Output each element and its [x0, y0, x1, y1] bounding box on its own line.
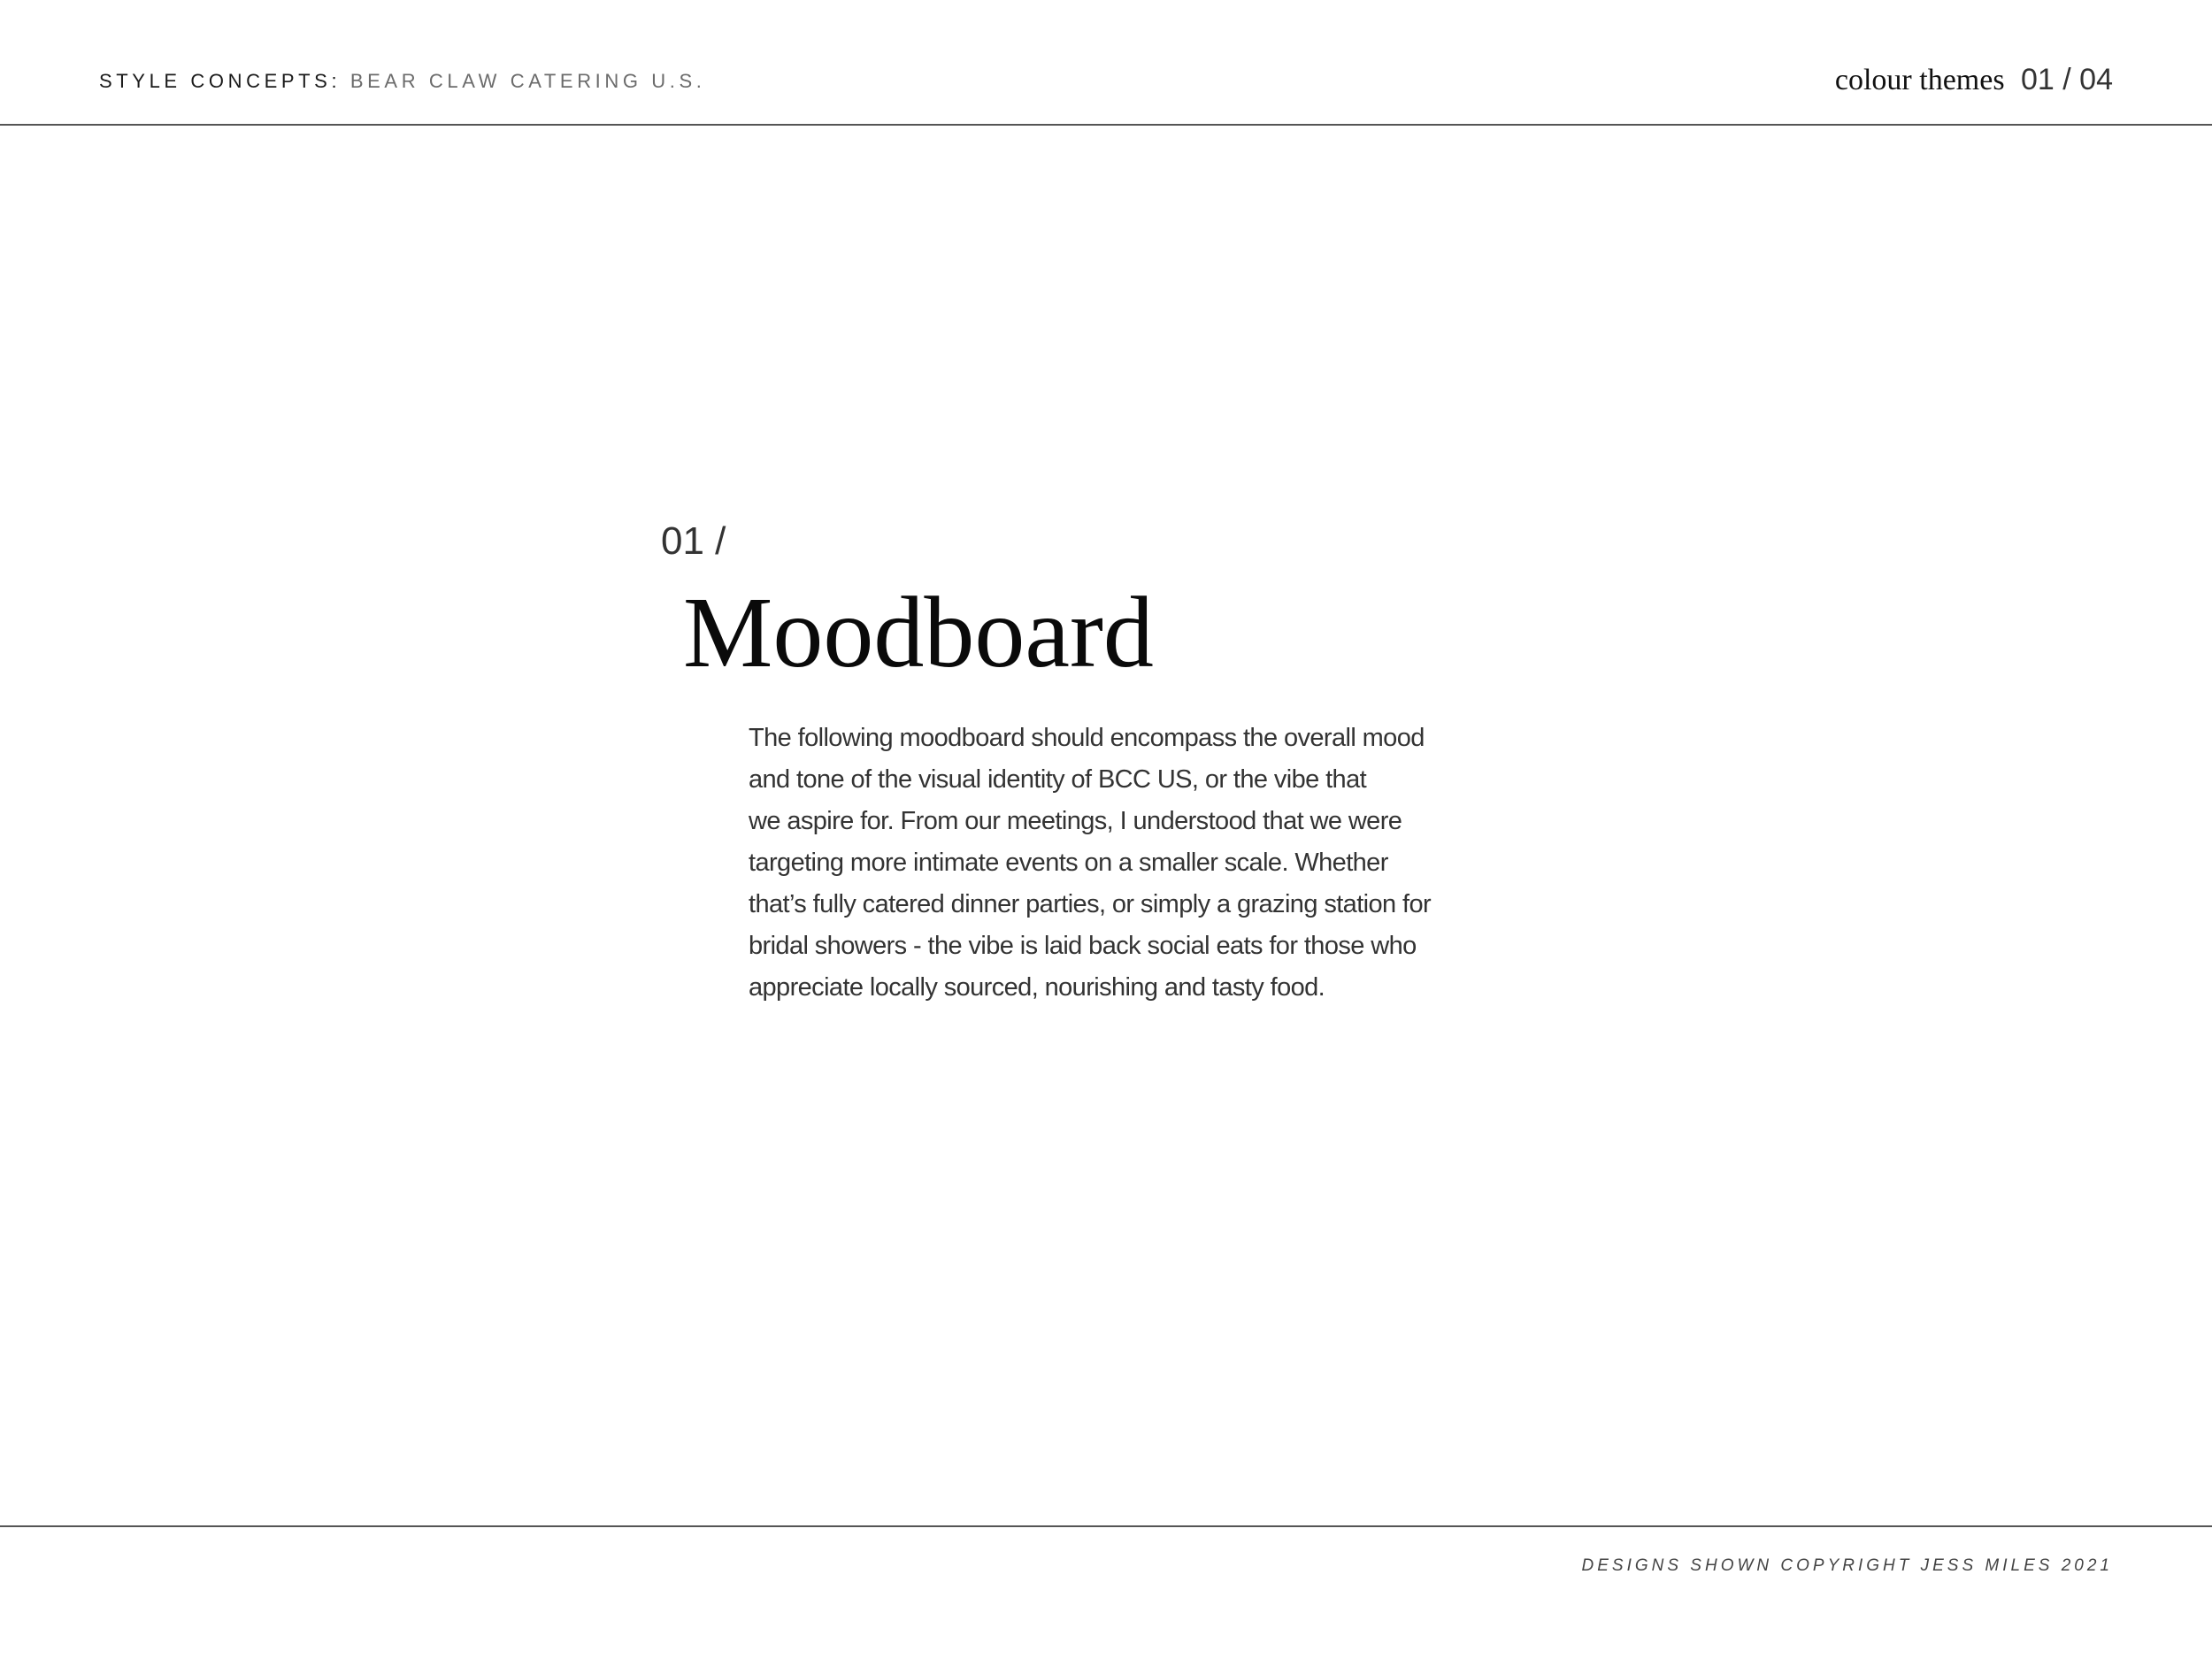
body-line: we aspire for. From our meetings, I understood that we were: [749, 807, 1402, 835]
footer-divider: [0, 1525, 2212, 1527]
body-line: that’s fully catered dinner parties, or simply a grazing station for: [749, 890, 1432, 918]
header-title: [99, 69, 706, 94]
body-line: and tone of the visual identity of BCC US, or the vibe that: [749, 765, 1367, 794]
section-number: 01 /: [661, 519, 726, 563]
header-client-name: BEAR CLAW CATERING U.S.: [349, 70, 706, 92]
page-counter: 01 / 04: [2021, 63, 2113, 96]
body-line: The following moodboard should encompass the overall mood: [749, 724, 1425, 752]
body-line: targeting more intimate events on a smaller scale. Whether: [749, 849, 1388, 877]
body-paragraph: [749, 718, 1492, 1009]
body-line: appreciate locally sourced, nourishing and tasty food.: [749, 973, 1325, 1002]
header-section-indicator: [1835, 58, 2113, 107]
footer-copyright: DESIGNS SHOWN COPYRIGHT JESS MILES 2021: [1581, 1556, 2113, 1575]
header-divider: [0, 124, 2212, 126]
section-name: colour themes: [1834, 64, 2005, 96]
page-title: Moodboard: [683, 576, 1154, 688]
body-line: bridal showers - the vibe is laid back social eats for those who: [749, 932, 1417, 960]
header-label: STYLE CONCEPTS:: [99, 70, 342, 92]
